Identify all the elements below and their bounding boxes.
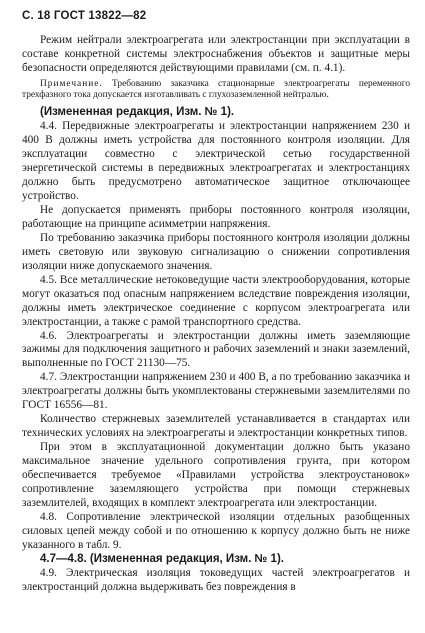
note-label: Примечание.	[40, 78, 103, 89]
paragraph: При этом в эксплуатационной документации должно быть указано максимальное значение удельного сопротивления грунта, при котором обеспечивается требуемое «Правилами устройства электроустановок» сопротивление заземляющего устройства при помощи стержневых заземлителей, входящих в комплект электроагрегата или электростанции.	[22, 441, 410, 509]
paragraph: 4.4. Передвижные электроагрегаты и электростанции напряжением 230 и 400 В должны иметь устройства для постоянного контроля изоляции. Для эксплуатации совместно с электрической сетью государственной энергетической системы в передвижных электроагрегатах и электростанциях должно быть предусмотрено автоматическое защитное отключающее устройство.	[22, 120, 410, 202]
page-header: С. 18 ГОСТ 13822—82	[22, 10, 147, 22]
paragraph: Не допускается применять приборы постоянного контроля изоляции, работающие на принципе асимметрии напряжения.	[22, 203, 410, 230]
note-text: Требованию заказчика стационарные электроагрегаты переменного трехфазного тока допускается изготавливать с глухозаземленной нейтралью.	[22, 78, 411, 101]
paragraph: Режим нейтрали электроагрегата или электростанции при эксплуатации в составе конкретной системы электроснабжения объектов и защитные меры безопасности определяются действующими правилами (см. п. 4.1).	[22, 34, 410, 74]
note	[22, 79, 410, 101]
paragraph: Количество стержневых заземлителей устанавливается в стандартах или технических условиях на электроагрегаты и электростанции конкретных типов.	[22, 413, 410, 440]
document-body	[22, 34, 410, 595]
paragraph: По требованию заказчика приборы постоянного контроля изоляции должны иметь световую или звуковую сигнализацию о снижении сопротивления изоляции ниже допускаемого значения.	[22, 231, 410, 272]
paragraph: 4.7. Электростанции напряжением 230 и 400 В, а по требованию заказчика и электроагрегаты должны быть укомплектованы стержневыми заземлителями по ГОСТ 16556—81.	[22, 371, 410, 412]
paragraph: 4.6. Электроагрегаты и электростанции должны иметь заземляющие зажимы для подключения защитного и рабочих заземлений и знаки заземлений, выполненные по ГОСТ 21130—75.	[22, 329, 410, 370]
paragraph: 4.9. Электрическая изоляция токоведущих частей электроагрегатов и электростанций должна выдерживать без повреждения в	[22, 566, 410, 593]
paragraph: 4.5. Все металлические нетоковедущие части электрооборудования, которые могут оказаться под опасным напряжением вследствие повреждения изоляции, должны иметь электрическое соединение с корпусом электроагрегата или электростанции, а также с рамой транспортного средства.	[22, 273, 410, 328]
paragraph: 4.8. Сопротивление электрической изоляции отдельных разобщенных силовых цепей между собой и по отношению к корпусу должно быть не ниже указанного в табл. 9.	[22, 510, 410, 551]
amendment-note: 4.7—4.8. (Измененная редакция, Изм. № 1).	[40, 552, 284, 565]
amendment-note: (Измененная редакция, Изм. № 1).	[40, 106, 235, 119]
